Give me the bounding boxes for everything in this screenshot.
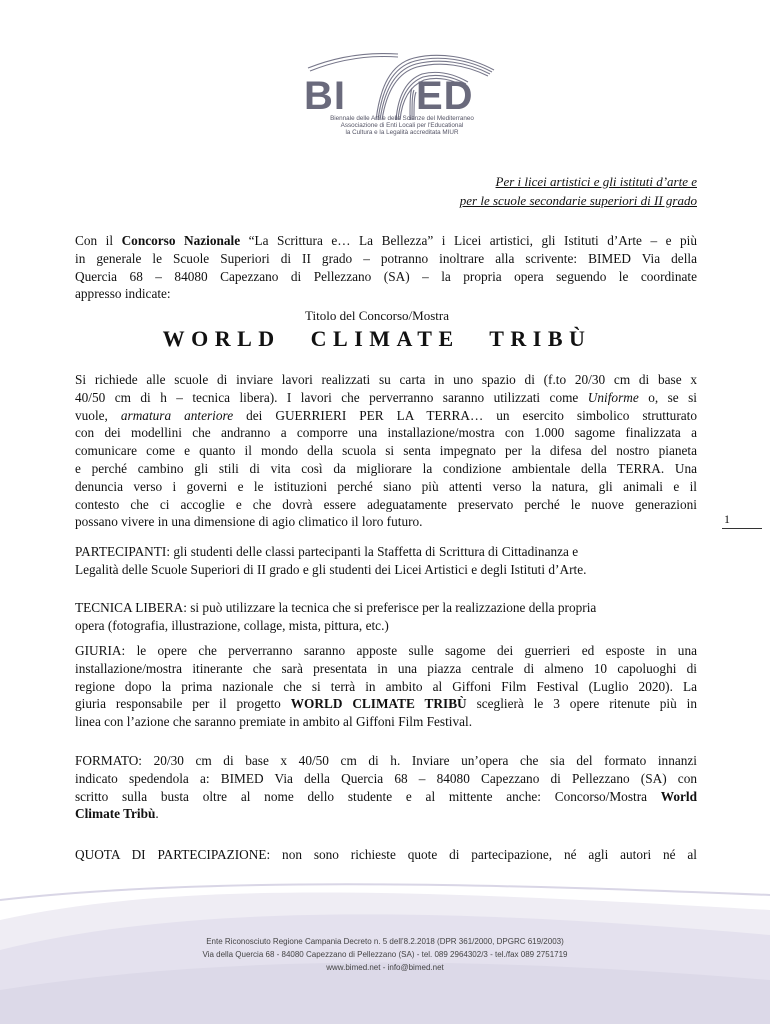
description-line: 40/50 cm di h – tecnica libera). I lavori che perverranno saranno utilizzati come Uniforme o, se si	[75, 389, 697, 405]
giuria-line: regione dopo la prima nazionale che si terrà in ambito al Giffoni Film Festival (Luglio 2020). La	[75, 678, 697, 694]
footer-line-2: Via della Quercia 68 - 84080 Capezzano di Pellezzano (SA) - tel. 089 2964302/3 - tel./fax 089 2751719	[202, 950, 568, 959]
formato-line: scritto sulla busta oltre al nome dello studente e al mittente anche: Concorso/Mostra World	[75, 788, 697, 804]
logo-subtitle-line: la Cultura e la Legalità accreditata MIUR	[345, 129, 459, 136]
logo-word-ed: ED	[416, 74, 474, 118]
giuria-line: installazione/mostra itinerante che sarà presentata in una piazza centrale di almeno 10 capoluoghi di	[75, 660, 697, 676]
description-line: contesto che ci accoglie e che dovrà essere adeguatamente preservato perché le nuove generazioni	[75, 496, 697, 512]
description-paragraph	[75, 371, 697, 531]
formato-paragraph	[75, 752, 697, 823]
footer-link-website-email[interactable]: www.bimed.net - info@bimed.net	[326, 963, 444, 972]
description-line: possano vivere in una dimensione di agio climatico il loro futuro.	[75, 514, 423, 530]
giuria-line: giuria responsabile per il progetto WORLD CLIMATE TRIBÙ sceglierà le 3 opere ritenute più in	[75, 696, 697, 712]
contest-title-label: Titolo del Concorso/Mostra	[305, 308, 449, 323]
page-number: 1	[724, 512, 730, 526]
logo-subtitle-line: Associazione di Enti Locali per l'Educational	[340, 122, 464, 129]
description-line: Si richiede alle scuole di inviare lavori realizzati su carta in uno spazio di (f.to 20/30 cm di base x	[75, 372, 697, 387]
intro-line: in generale le Scuole Superiori di II grado – potranno inoltrare alla scrivente: BIMED Via della	[75, 250, 697, 266]
audience-line-2: per le scuole secondarie superiori di II grado	[459, 193, 697, 208]
giuria-paragraph	[75, 642, 697, 731]
bimed-logo	[298, 48, 498, 148]
formato-line: Climate Tribù.	[75, 806, 159, 822]
formato-line: indicato spedendola a: BIMED Via della Quercia 68 – 84080 Capezzano di Pellezzano (SA) con	[75, 770, 697, 786]
intro-line: Quercia 68 – 84080 Capezzano di Pellezzano (SA) – la propria opera seguendo le coordinate	[75, 268, 697, 284]
tecnica-paragraph	[75, 599, 697, 635]
description-line: vuole, armatura anteriore dei GUERRIERI PER LA TERRA… un esercito simbolico strutturato	[75, 407, 697, 423]
page-number-rule	[722, 528, 762, 529]
quota-line: QUOTA DI PARTECIPAZIONE: non sono richieste quote di partecipazione, né agli autori né al	[75, 847, 697, 862]
intro-line: appresso indicate:	[75, 286, 171, 302]
contest-title: WORLD CLIMATE TRIBÙ	[162, 326, 592, 351]
description-line: con dei modellini che andranno a comporre una installazione/mostra con 1.000 sagome finalizzata a	[75, 425, 697, 441]
description-line: comunicare come e quanto il mondo della scuola si senta impegnato per la difesa del nostro pianeta	[75, 443, 697, 459]
audience-line-1: Per i licei artistici e gli istituti d’arte e	[495, 174, 697, 189]
footer-line-1: Ente Riconosciuto Regione Campania Decreto n. 5 dell’8.2.2018 (DPR 361/2000, DPGRC 619/2003)	[206, 937, 564, 946]
partecipanti-paragraph	[75, 543, 697, 579]
intro-paragraph	[75, 232, 697, 303]
logo-subtitle-line: Biennale delle Arti e delle Scienze del Mediterraneo	[330, 115, 474, 122]
giuria-line: GIURIA: le opere che perverranno saranno apposte sulle sagome dei guerrieri ed esposte in una	[75, 643, 697, 658]
intro-line: Con il Concorso Nazionale “La Scrittura e… La Bellezza” i Licei artistici, gli Istituti d’Arte – e più	[75, 233, 697, 248]
contest-name-bold: Concorso Nazionale	[121, 233, 241, 248]
description-line: denuncia verso i governi e le istituzioni perché siano più attenti verso la natura, gli animali e il	[75, 478, 697, 494]
giuria-line: linea con l’azione che saranno premiate in ambito al Giffoni Film Festival.	[75, 714, 473, 730]
formato-line: FORMATO: 20/30 cm di base x 40/50 cm di h. Inviare un’opera che sia del formato innanzi	[75, 753, 697, 768]
description-line: e perché cambino gli stili di vita così da migliorare la condizione ambientale della TERRA. Una	[75, 460, 697, 476]
logo-word-bi: BI	[304, 74, 346, 118]
quota-paragraph	[75, 846, 697, 864]
project-name-bold: WORLD CLIMATE TRIBÙ	[290, 696, 467, 712]
tecnica-line: TECNICA LIBERA: si può utilizzare la tecnica che si preferisce per la realizzazione della propria	[75, 600, 597, 615]
partecipanti-line: PARTECIPANTI: gli studenti delle classi partecipanti la Staffetta di Scrittura di Cittadinanza e	[75, 544, 579, 559]
tecnica-line: opera (fotografia, illustrazione, collage, mista, pittura, etc.)	[75, 617, 389, 633]
partecipanti-line: Legalità delle Scuole Superiori di II grado e gli studenti dei Licei Artistici e degli Istituti d’Arte.	[75, 561, 587, 577]
